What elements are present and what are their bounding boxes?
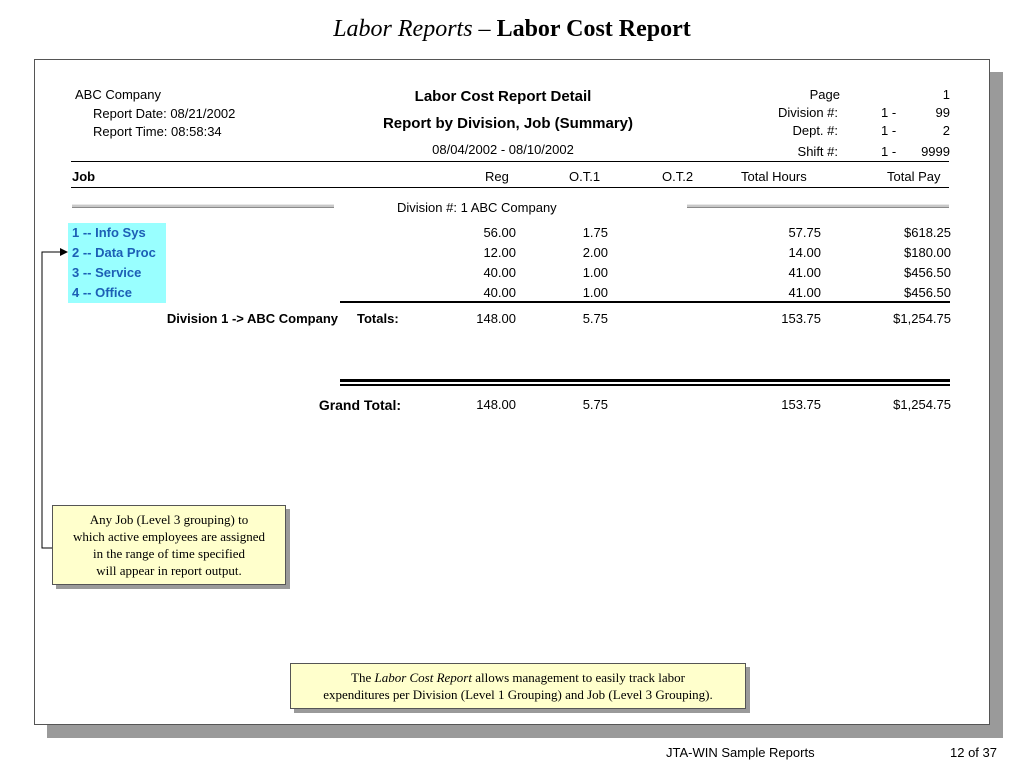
- report-date-value: 08/21/2002: [170, 106, 236, 121]
- job-callout: [52, 505, 286, 585]
- shift-param-label: Shift #:: [797, 144, 838, 159]
- grand-total-pay: $1,254.75: [893, 397, 951, 412]
- shift-param-from: 1 -: [881, 144, 897, 159]
- company-name: ABC Company: [75, 87, 161, 102]
- row-hours: 14.00: [788, 245, 821, 260]
- job-callout-line: which active employees are assigned: [72, 529, 266, 544]
- dept-param-to: 2: [942, 123, 950, 138]
- col-reg: Reg: [485, 169, 509, 184]
- row-pay: $180.00: [904, 245, 951, 260]
- date-range: 08/04/2002 - 08/10/2002: [432, 142, 574, 157]
- division-total-pay: $1,254.75: [893, 311, 951, 326]
- row-reg: 40.00: [483, 265, 516, 280]
- shift-param-to: 9999: [921, 144, 950, 159]
- footer-title: JTA-WIN Sample Reports: [666, 745, 815, 760]
- row-ot1: 1.00: [582, 285, 608, 300]
- report-subtitle: Report by Division, Job (Summary): [382, 115, 634, 132]
- job-label: 1 -- Info Sys: [68, 223, 166, 243]
- arrow-head-icon: [60, 248, 68, 256]
- footer-page-number: 12 of 37: [950, 745, 997, 760]
- division-total-reg: 148.00: [476, 311, 516, 326]
- row-hours: 57.75: [788, 225, 821, 240]
- summary-prefix: The: [351, 670, 375, 685]
- division-total-label: Division 1 -> ABC Company: [166, 311, 338, 326]
- division-header: Division #: 1 ABC Company: [397, 200, 557, 215]
- row-reg: 12.00: [483, 245, 516, 260]
- summary-rest: allows management to easily track labor: [471, 670, 685, 685]
- row-pay: $456.50: [904, 265, 951, 280]
- page-label: Page: [809, 87, 840, 102]
- summary-callout-line-1: [323, 669, 713, 686]
- report-date-label: Report Date:: [93, 106, 167, 121]
- page-value: 1: [942, 87, 950, 102]
- grand-total-label: Grand Total:: [318, 397, 401, 413]
- division-param-from: 1 -: [881, 105, 897, 120]
- summary-callout-line-2: expenditures per Division (Level 1 Grouping) and Job (Level 3 Grouping).: [323, 687, 713, 702]
- connector-line: [42, 252, 62, 548]
- report-time-value: 08:58:34: [171, 124, 222, 139]
- row-hours: 41.00: [788, 265, 821, 280]
- row-ot1: 1.00: [582, 265, 608, 280]
- summary-callout: [290, 663, 746, 709]
- slide-title-bold: Labor Cost Report: [496, 16, 691, 42]
- dept-param-from: 1 -: [881, 123, 897, 138]
- division-param-label: Division #:: [778, 105, 838, 120]
- col-total-hours: Total Hours: [741, 169, 807, 184]
- division-total-hours: 153.75: [781, 311, 821, 326]
- division-total-ot1: 5.75: [582, 311, 608, 326]
- col-ot2: O.T.2: [662, 169, 694, 184]
- job-callout-line: Any Job (Level 3 grouping) to: [89, 512, 249, 527]
- job-callout-line: in the range of time specified: [93, 546, 245, 561]
- totals-label: Totals:: [357, 311, 399, 326]
- grand-total-reg: 148.00: [476, 397, 516, 412]
- row-reg: 56.00: [483, 225, 516, 240]
- division-param-to: 99: [935, 105, 950, 120]
- row-pay: $618.25: [904, 225, 951, 240]
- slide-title-italic: Labor Reports –: [333, 16, 497, 42]
- col-ot1: O.T.1: [569, 169, 601, 184]
- row-pay: $456.50: [904, 285, 951, 300]
- report-time-label: Report Time:: [93, 124, 168, 139]
- row-hours: 41.00: [788, 285, 821, 300]
- row-reg: 40.00: [483, 285, 516, 300]
- summary-italic: Labor Cost Report: [374, 670, 472, 685]
- row-ot1: 2.00: [582, 245, 608, 260]
- job-label: 2 -- Data Proc: [68, 243, 166, 263]
- col-job: Job: [72, 169, 96, 184]
- dept-param-label: Dept. #:: [792, 123, 838, 138]
- job-label: 3 -- Service: [68, 263, 166, 283]
- grand-total-ot1: 5.75: [582, 397, 608, 412]
- grand-total-hours: 153.75: [781, 397, 821, 412]
- job-callout-line: will appear in report output.: [96, 563, 242, 578]
- report-title: Labor Cost Report Detail: [414, 88, 592, 105]
- row-ot1: 1.75: [582, 225, 608, 240]
- col-total-pay: Total Pay: [887, 169, 941, 184]
- job-label: 4 -- Office: [68, 283, 166, 303]
